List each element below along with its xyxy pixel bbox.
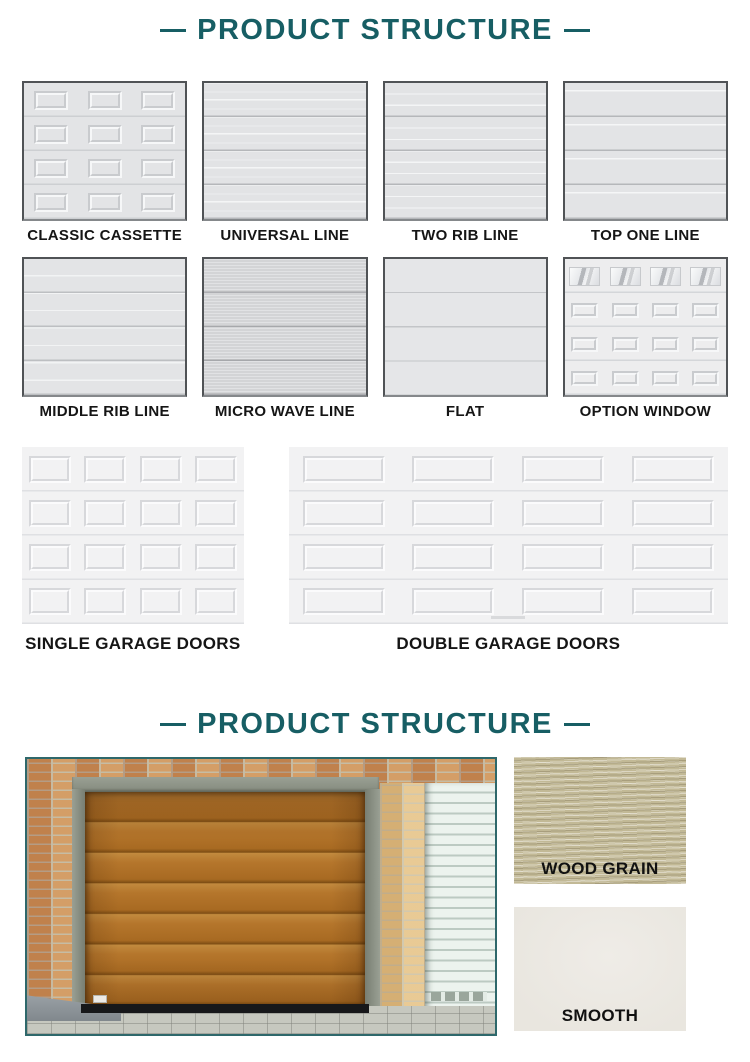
cassette-emboss [652, 371, 679, 386]
cassette-emboss [692, 337, 719, 352]
title-left-dash [160, 29, 186, 32]
door-image-two-rib-line [383, 81, 548, 221]
cassette-emboss [412, 456, 494, 483]
cassette-emboss [84, 456, 126, 483]
cassette-emboss [88, 125, 122, 144]
vent-grille [431, 992, 487, 1001]
cassette-emboss [195, 500, 237, 527]
door-bottom-seal [81, 1004, 369, 1013]
cassette-emboss [84, 544, 126, 571]
cassette-emboss [632, 500, 714, 527]
cassette-emboss [84, 588, 126, 615]
cassette-emboss [88, 91, 122, 110]
cassette-emboss [29, 456, 71, 483]
cassette-emboss [141, 193, 175, 212]
cassette-emboss [34, 193, 68, 212]
cassette-emboss [141, 91, 175, 110]
cassette-emboss [412, 588, 494, 615]
cassette-emboss [195, 456, 237, 483]
cassette-emboss [632, 456, 714, 483]
cassette-emboss [140, 588, 182, 615]
cassette-emboss [571, 371, 598, 386]
cassette-emboss [141, 125, 175, 144]
panel-classic-cassette [22, 81, 187, 245]
cassette-emboss [303, 544, 385, 571]
cassette-emboss [571, 337, 598, 352]
cassette-emboss [303, 588, 385, 615]
swatch-label: WOOD GRAIN [541, 859, 659, 879]
door-type-label: DOUBLE GARAGE DOORS [396, 634, 621, 653]
cassette-emboss [652, 337, 679, 352]
door-type-label: FLAT [445, 403, 485, 420]
window-pane [690, 267, 721, 286]
concrete-jamb-right [365, 789, 380, 1013]
cassette-emboss [140, 456, 182, 483]
door-type-label: TWO RIB LINE [411, 227, 519, 244]
page-title: PRODUCT STRUCTURE [197, 708, 553, 741]
title-left-dash [160, 723, 186, 726]
door-image-single-garage [22, 447, 244, 624]
cassette-emboss [29, 588, 71, 615]
cassette-emboss [140, 500, 182, 527]
door-image-flat [383, 257, 548, 397]
cassette-emboss [34, 159, 68, 178]
cassette-emboss [632, 588, 714, 615]
door-type-label: OPTION WINDOW [579, 403, 712, 420]
concrete-lintel [72, 777, 379, 792]
cassette-emboss [195, 544, 237, 571]
cassette-emboss [303, 456, 385, 483]
concrete-jamb-left [72, 789, 85, 1013]
door-type-label: TOP ONE LINE [590, 227, 700, 244]
cassette-emboss [612, 303, 639, 318]
door-image-micro-wave-line [202, 257, 367, 397]
cassette-emboss [303, 500, 385, 527]
smooth-swatch [514, 907, 686, 1031]
door-type-label: UNIVERSAL LINE [220, 227, 350, 244]
door-image-double-garage [289, 447, 728, 624]
brick-pillar [380, 783, 425, 1011]
panel-micro-wave-line [202, 257, 367, 421]
cassette-emboss [652, 303, 679, 318]
cassette-emboss [141, 159, 175, 178]
panel-single-garage-doors [22, 447, 244, 654]
surface-swatches [514, 757, 686, 1031]
panel-option-window [563, 257, 728, 421]
door-type-label: CLASSIC CASSETTE [27, 227, 183, 244]
cassette-emboss [34, 91, 68, 110]
cassette-emboss [412, 544, 494, 571]
swatch-label: SMOOTH [561, 1006, 639, 1026]
cassette-emboss [612, 337, 639, 352]
cassette-emboss [195, 588, 237, 615]
door-image-top-one-line [563, 81, 728, 221]
door-image-universal-line [202, 81, 367, 221]
cassette-emboss [612, 371, 639, 386]
cassette-emboss [522, 588, 604, 615]
cassette-emboss [29, 500, 71, 527]
cassette-emboss [34, 125, 68, 144]
door-type-label: MICRO WAVE LINE [214, 403, 355, 420]
title-right-dash [564, 723, 590, 726]
panel-two-rib-line [383, 81, 548, 245]
window-pane [650, 267, 681, 286]
photo-and-swatches [25, 757, 750, 1036]
cassette-emboss [88, 159, 122, 178]
cassette-emboss [571, 303, 598, 318]
door-image-middle-rib-line [22, 257, 187, 397]
door-brand-tag [93, 995, 107, 1003]
window-pane [569, 267, 600, 286]
door-image-option-window [563, 257, 728, 397]
section-bottom-title [0, 654, 750, 741]
panel-middle-rib-line [22, 257, 187, 421]
cassette-emboss [84, 500, 126, 527]
roller-shutter-door [425, 783, 495, 1011]
cassette-emboss [692, 303, 719, 318]
panel-double-garage-doors [289, 447, 728, 654]
door-type-label: MIDDLE RIB LINE [39, 403, 170, 420]
door-types-row-2 [22, 257, 728, 421]
cassette-emboss [88, 193, 122, 212]
door-types-row-3 [22, 447, 728, 654]
door-type-label: SINGLE GARAGE DOORS [25, 634, 241, 653]
golden-oak-sectional-door [85, 792, 365, 1006]
title-right-dash [564, 29, 590, 32]
page-title: PRODUCT STRUCTURE [197, 14, 553, 46]
cassette-emboss [522, 456, 604, 483]
cassette-emboss [522, 500, 604, 527]
cassette-emboss [29, 544, 71, 571]
cassette-emboss [140, 544, 182, 571]
panel-universal-line [202, 81, 367, 245]
cassette-emboss [522, 544, 604, 571]
section-top-title [0, 0, 750, 47]
window-pane [610, 267, 641, 286]
garage-door-photo [25, 757, 497, 1036]
panel-top-one-line [563, 81, 728, 245]
cassette-emboss [632, 544, 714, 571]
wood-grain-swatch [514, 757, 686, 884]
cassette-emboss [412, 500, 494, 527]
door-image-classic-cassette [22, 81, 187, 221]
panel-flat [383, 257, 548, 421]
door-types-row-1 [22, 81, 728, 245]
cassette-emboss [692, 371, 719, 386]
